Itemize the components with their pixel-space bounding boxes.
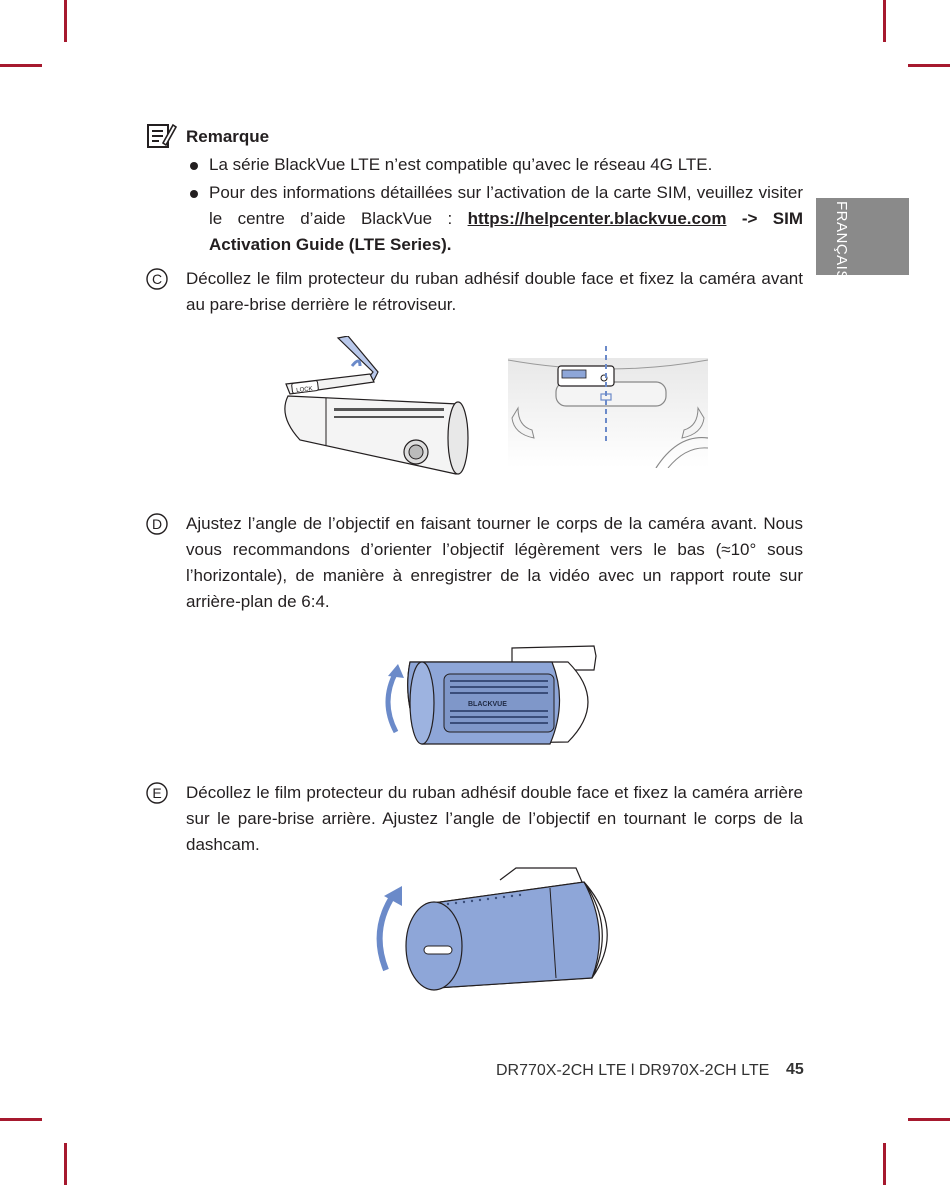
page-number: 45 bbox=[786, 1061, 804, 1078]
windshield-mount-illustration bbox=[508, 338, 708, 468]
step-d-text: Ajustez l’angle de l’objectif en faisant tourner le corps de la caméra avant. Nous vous recommandons d’orienter l’objectif légèrement vers le bas (≈10° sous l’horizontale), de manière à enregistrer de la vidéo avec un rapport route sur arrière-plan de 6:4. bbox=[186, 514, 803, 611]
brand-label: BLACKVUE bbox=[468, 701, 507, 708]
note-pencil-icon bbox=[146, 121, 178, 151]
crop-mark-bottom-right-vertical bbox=[883, 1143, 886, 1185]
lock-label: LOCK bbox=[296, 386, 314, 395]
note-bullet-2 bbox=[209, 180, 803, 258]
front-camera-adhesive-illustration bbox=[278, 336, 478, 476]
step-c-text: Décollez le film protecteur du ruban adhésif double face et fixez la caméra avant au pare-brise derrière le rétroviseur. bbox=[186, 269, 803, 314]
front-camera-rotation-illustration bbox=[382, 640, 607, 750]
step-c-letter: C bbox=[151, 271, 163, 287]
bullet-dot bbox=[190, 190, 198, 198]
crop-mark-bottom-left-horizontal bbox=[0, 1118, 42, 1121]
language-tab-label: FRANÇAIS bbox=[833, 201, 850, 281]
crop-mark-top-right-vertical bbox=[883, 0, 886, 42]
rear-camera-rotation-illustration bbox=[370, 866, 620, 996]
step-e-letter: E bbox=[152, 785, 162, 801]
note-title: Remarque bbox=[186, 127, 270, 146]
bullet-dot bbox=[190, 162, 198, 170]
helpcenter-link[interactable]: https://helpcenter.blackvue.com bbox=[467, 209, 727, 228]
step-c-badge-icon bbox=[146, 268, 168, 290]
note-bullet-2-text: Pour des informations détaillées sur l’activation de la carte SIM, veuillez visiter le centre d’aide BlackVue : bbox=[209, 183, 803, 228]
crop-mark-top-right-horizontal bbox=[908, 64, 950, 67]
step-d-letter: D bbox=[151, 516, 163, 532]
step-e-badge-icon bbox=[146, 782, 168, 804]
footer-model-names: DR770X-2CH LTE l DR970X-2CH LTE bbox=[496, 1062, 770, 1079]
crop-mark-bottom-left-vertical bbox=[64, 1143, 67, 1185]
note-bullet-2-tail: -> SIM Activation Guide (LTE Series). bbox=[209, 209, 803, 254]
crop-mark-top-left-vertical bbox=[64, 0, 67, 42]
crop-mark-top-left-horizontal bbox=[0, 64, 42, 67]
note-bullet-1: La série BlackVue LTE n’est compatible qu’avec le réseau 4G LTE. bbox=[209, 155, 713, 174]
crop-mark-bottom-right-horizontal bbox=[908, 1118, 950, 1121]
step-d-badge-icon bbox=[146, 513, 168, 535]
step-e-text: Décollez le film protecteur du ruban adhésif double face et fixez la caméra arrière sur le pare-brise arrière. Ajustez l’angle de l’objectif en tournant le corps de la dashcam. bbox=[186, 783, 803, 854]
